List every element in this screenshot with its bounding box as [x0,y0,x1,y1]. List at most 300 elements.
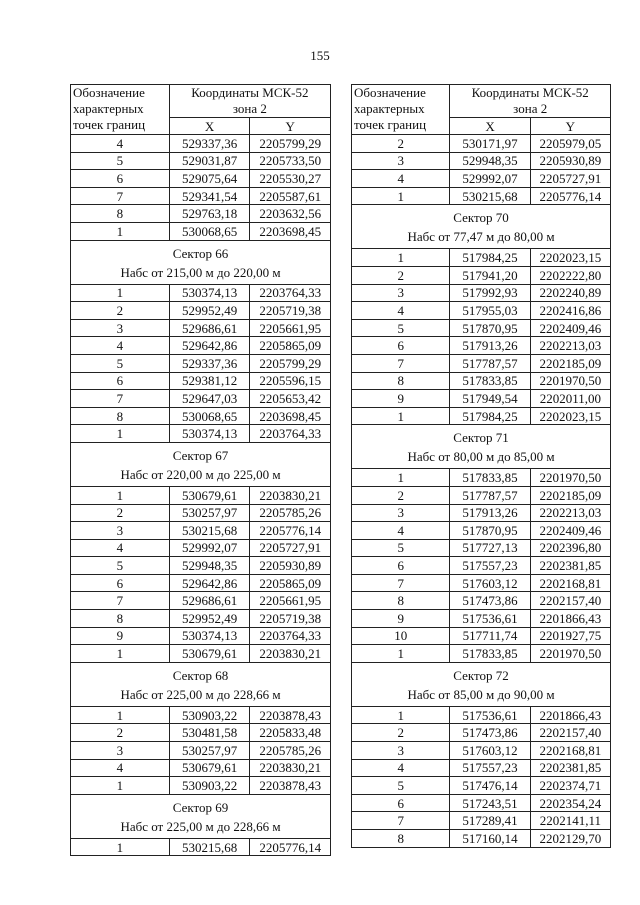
x-coordinate: 529647,03 [169,390,250,408]
y-coordinate: 2205776,14 [530,187,610,205]
point-number: 8 [71,205,170,223]
point-number: 5 [352,319,450,337]
y-coordinate: 2205833,48 [250,724,331,742]
y-coordinate: 2205661,95 [250,592,331,610]
x-coordinate: 529992,07 [450,170,530,188]
x-coordinate: 517536,61 [450,610,530,628]
table-row [71,610,331,628]
point-number: 3 [352,504,450,522]
table-row [71,319,331,337]
sector-row [71,662,331,706]
table-row [352,266,611,284]
y-coordinate: 2202023,15 [530,249,610,267]
point-number: 9 [71,627,170,645]
table-row [71,557,331,575]
x-coordinate: 529952,49 [169,610,250,628]
y-coordinate: 2205785,26 [250,504,331,522]
table-row [352,319,611,337]
table-row [352,610,611,628]
x-coordinate: 517787,57 [450,354,530,372]
point-number: 10 [352,627,450,645]
right-table-body [352,135,611,848]
point-number: 7 [352,574,450,592]
x-coordinate: 517992,93 [450,284,530,302]
x-coordinate: 530257,97 [169,504,250,522]
y-coordinate: 2205587,61 [250,187,331,205]
header-line: Координаты МСК-52 [191,85,309,100]
table-row [352,742,611,760]
x-coordinate: 529075,64 [169,170,250,188]
y-coordinate: 2201970,50 [530,469,610,487]
table-row [352,284,611,302]
point-number: 1 [71,838,170,856]
point-number: 8 [71,610,170,628]
x-coordinate: 517473,86 [450,724,530,742]
sector-heading [71,442,331,486]
y-coordinate: 2205596,15 [250,372,331,390]
x-coordinate: 530374,13 [169,627,250,645]
y-coordinate: 2201866,43 [530,706,610,724]
x-coordinate: 530171,97 [450,135,530,153]
table-row [352,724,611,742]
point-designation-header [71,85,170,135]
point-number: 9 [352,390,450,408]
point-number: 6 [71,170,170,188]
x-coordinate: 530679,61 [169,759,250,777]
x-coordinate: 529948,35 [169,557,250,575]
y-coordinate: 2202185,09 [530,486,610,504]
y-coordinate: 2205799,29 [250,135,331,153]
y-coordinate: 2203830,21 [250,486,331,504]
left-table-body [71,135,331,856]
table-row [352,469,611,487]
table-row [71,706,331,724]
table-row [352,812,611,830]
x-coordinate: 517557,23 [450,557,530,575]
point-number: 8 [352,372,450,390]
point-number: 1 [352,706,450,724]
x-header: X [450,118,530,135]
x-coordinate: 529992,07 [169,539,250,557]
table-row [352,645,611,663]
point-number: 3 [352,284,450,302]
point-number: 1 [352,187,450,205]
header-line: Обозначение [73,85,145,100]
x-coordinate: 517833,85 [450,469,530,487]
y-coordinate: 2202168,81 [530,574,610,592]
point-number: 3 [71,742,170,760]
sector-title: Сектор 72 [453,667,509,683]
y-coordinate: 2201970,50 [530,372,610,390]
y-coordinate: 2202381,85 [530,759,610,777]
table-row [352,539,611,557]
sector-heading [71,794,331,838]
table-row [352,407,611,425]
point-number: 1 [352,407,450,425]
header-line: зона 2 [232,101,267,116]
x-coordinate: 530068,65 [169,407,250,425]
table-row [71,390,331,408]
point-number: 7 [71,592,170,610]
right-table-header [352,85,611,135]
x-coordinate: 530903,22 [169,777,250,795]
point-number: 7 [71,187,170,205]
table-row [71,372,331,390]
x-coordinate: 529642,86 [169,337,250,355]
x-header: X [169,118,250,135]
table-row [352,830,611,848]
table-row [352,627,611,645]
y-coordinate: 2205865,09 [250,337,331,355]
point-number: 3 [71,522,170,540]
sector-height-range: Набс от 85,00 м до 90,00 м [407,686,555,702]
sector-height-range: Набс от 225,00 м до 228,66 м [120,686,281,702]
point-number: 1 [71,284,170,302]
point-number: 1 [352,645,450,663]
y-coordinate: 2203878,43 [250,777,331,795]
x-coordinate: 529642,86 [169,574,250,592]
point-number: 9 [352,610,450,628]
x-coordinate: 517949,54 [450,390,530,408]
x-coordinate: 529031,87 [169,152,250,170]
table-row [71,425,331,443]
y-coordinate: 2202240,89 [530,284,610,302]
point-number: 4 [352,170,450,188]
point-number: 1 [71,777,170,795]
point-number: 3 [71,319,170,337]
x-coordinate: 517870,95 [450,319,530,337]
sector-row [352,425,611,469]
y-coordinate: 2202354,24 [530,794,610,812]
point-number: 6 [352,337,450,355]
table-row [71,222,331,240]
header-line: точек границ [73,117,146,132]
table-row [352,522,611,540]
sector-row [71,240,331,284]
table-row [352,390,611,408]
x-coordinate: 529763,18 [169,205,250,223]
point-number: 3 [352,152,450,170]
table-row [71,838,331,856]
point-number: 4 [352,522,450,540]
point-number: 1 [352,249,450,267]
table-row [71,187,331,205]
y-coordinate: 2202396,80 [530,539,610,557]
y-coordinate: 2205530,27 [250,170,331,188]
y-coordinate: 2202157,40 [530,724,610,742]
y-coordinate: 2205653,42 [250,390,331,408]
x-coordinate: 517833,85 [450,645,530,663]
x-coordinate: 517557,23 [450,759,530,777]
point-number: 4 [71,759,170,777]
x-coordinate: 517727,13 [450,539,530,557]
x-coordinate: 530215,68 [169,522,250,540]
table-row [71,539,331,557]
header-line: зона 2 [513,101,548,116]
x-coordinate: 530215,68 [169,838,250,856]
x-coordinate: 530481,58 [169,724,250,742]
x-coordinate: 530068,65 [169,222,250,240]
x-coordinate: 530374,13 [169,425,250,443]
y-coordinate: 2205727,91 [530,170,610,188]
x-coordinate: 517289,41 [450,812,530,830]
sector-row [352,662,611,706]
sector-title: Сектор 70 [453,210,509,226]
point-designation-header [352,85,450,135]
y-coordinate: 2203764,33 [250,284,331,302]
point-number: 5 [71,557,170,575]
table-row [352,504,611,522]
y-coordinate: 2202409,46 [530,522,610,540]
point-number: 2 [71,302,170,320]
sector-heading [352,662,611,706]
point-number: 2 [352,724,450,742]
table-row [71,354,331,372]
table-row [71,205,331,223]
x-coordinate: 529341,54 [169,187,250,205]
point-number: 5 [352,539,450,557]
point-number: 1 [71,425,170,443]
x-coordinate: 517711,74 [450,627,530,645]
x-coordinate: 517476,14 [450,777,530,795]
table-row [71,759,331,777]
y-coordinate: 2203830,21 [250,645,331,663]
x-coordinate: 530374,13 [169,284,250,302]
point-number: 7 [352,812,450,830]
x-coordinate: 529337,36 [169,135,250,153]
point-number: 5 [352,777,450,795]
right-coordinates-table [351,84,611,848]
sector-height-range: Набс от 77,47 м до 80,00 м [407,229,555,245]
y-coordinate: 2202409,46 [530,319,610,337]
x-coordinate: 530257,97 [169,742,250,760]
x-coordinate: 517913,26 [450,337,530,355]
point-number: 1 [71,706,170,724]
point-number: 2 [352,135,450,153]
header-line: точек границ [354,117,427,132]
x-coordinate: 517984,25 [450,407,530,425]
left-coordinates-column [70,84,331,856]
point-number: 8 [352,592,450,610]
sector-row [71,794,331,838]
y-coordinate: 2202129,70 [530,830,610,848]
x-coordinate: 529337,36 [169,354,250,372]
table-row [71,135,331,153]
point-number: 8 [352,830,450,848]
x-coordinate: 517984,25 [450,249,530,267]
x-coordinate: 529952,49 [169,302,250,320]
x-coordinate: 529948,35 [450,152,530,170]
sector-heading [71,662,331,706]
x-coordinate: 530903,22 [169,706,250,724]
sector-height-range: Набс от 215,00 м до 220,00 м [120,264,281,280]
sector-height-range: Набс от 80,00 м до 85,00 м [407,449,555,465]
point-number: 8 [71,407,170,425]
y-coordinate: 2203764,33 [250,425,331,443]
sector-title: Сектор 71 [453,430,509,446]
y-coordinate: 2201970,50 [530,645,610,663]
header-line: Координаты МСК-52 [471,85,589,100]
y-coordinate: 2202157,40 [530,592,610,610]
y-coordinate: 2205930,89 [530,152,610,170]
table-row [71,170,331,188]
sector-title: Сектор 67 [172,447,229,463]
left-coordinates-table [70,84,331,856]
point-number: 5 [71,152,170,170]
point-number: 1 [352,469,450,487]
table-row [352,354,611,372]
table-row [352,574,611,592]
table-row [352,170,611,188]
y-coordinate: 2202141,11 [530,812,610,830]
table-row [71,742,331,760]
point-number: 4 [352,759,450,777]
point-number: 3 [352,742,450,760]
y-coordinate: 2203878,43 [250,706,331,724]
x-coordinate: 529381,12 [169,372,250,390]
point-number: 4 [352,302,450,320]
y-coordinate: 2201866,43 [530,610,610,628]
y-coordinate: 2203698,45 [250,222,331,240]
sector-height-range: Набс от 220,00 м до 225,00 м [120,466,281,482]
table-row [71,504,331,522]
table-row [71,574,331,592]
y-coordinate: 2202213,03 [530,504,610,522]
header-line: Обозначение [354,85,426,100]
y-coordinate: 2201927,75 [530,627,610,645]
coordinates-header [169,85,330,118]
sector-title: Сектор 66 [172,245,229,261]
table-row [71,407,331,425]
table-row [352,249,611,267]
table-row [352,486,611,504]
y-coordinate: 2205719,38 [250,302,331,320]
table-row [352,706,611,724]
sector-heading [352,205,611,249]
table-row [71,302,331,320]
x-coordinate: 517160,14 [450,830,530,848]
header-line: характерных [73,101,144,116]
y-coordinate: 2202011,00 [530,390,610,408]
table-row [71,645,331,663]
point-number: 1 [71,486,170,504]
table-row [71,627,331,645]
table-row [71,284,331,302]
x-coordinate: 517473,86 [450,592,530,610]
point-number: 6 [352,794,450,812]
point-number: 2 [71,724,170,742]
y-coordinate: 2205719,38 [250,610,331,628]
x-coordinate: 529686,61 [169,319,250,337]
y-coordinate: 2202185,09 [530,354,610,372]
point-number: 7 [71,390,170,408]
point-number: 4 [71,539,170,557]
y-coordinate: 2205785,26 [250,742,331,760]
x-coordinate: 517787,57 [450,486,530,504]
x-coordinate: 517603,12 [450,742,530,760]
left-table-header [71,85,331,135]
y-coordinate: 2205930,89 [250,557,331,575]
table-row [71,486,331,504]
y-coordinate: 2205865,09 [250,574,331,592]
x-coordinate: 517941,20 [450,266,530,284]
point-number: 6 [71,574,170,592]
y-coordinate: 2202168,81 [530,742,610,760]
point-number: 5 [71,354,170,372]
sector-title: Сектор 69 [172,799,229,815]
point-number: 6 [71,372,170,390]
header-line: характерных [354,101,425,116]
coordinates-header [450,85,611,118]
table-row [352,557,611,575]
y-header: Y [250,118,331,135]
y-coordinate: 2205776,14 [250,838,331,856]
x-coordinate: 517870,95 [450,522,530,540]
x-coordinate: 529686,61 [169,592,250,610]
point-number: 2 [352,486,450,504]
sector-title: Сектор 68 [172,667,229,683]
table-row [352,794,611,812]
y-header: Y [530,118,610,135]
point-number: 4 [71,135,170,153]
y-coordinate: 2202381,85 [530,557,610,575]
table-row [71,777,331,795]
y-coordinate: 2202374,71 [530,777,610,795]
point-number: 6 [352,557,450,575]
point-number: 7 [352,354,450,372]
table-row [71,337,331,355]
y-coordinate: 2202222,80 [530,266,610,284]
table-row [352,302,611,320]
table-row [352,777,611,795]
y-coordinate: 2203632,56 [250,205,331,223]
x-coordinate: 530215,68 [450,187,530,205]
right-coordinates-column [351,84,611,848]
x-coordinate: 517913,26 [450,504,530,522]
point-number: 4 [71,337,170,355]
page-number: 155 [310,48,330,63]
table-row [71,592,331,610]
y-coordinate: 2202416,86 [530,302,610,320]
point-number: 1 [71,645,170,663]
table-row [352,592,611,610]
y-coordinate: 2202213,03 [530,337,610,355]
table-row [352,372,611,390]
y-coordinate: 2202023,15 [530,407,610,425]
table-row [352,187,611,205]
x-coordinate: 517536,61 [450,706,530,724]
x-coordinate: 517603,12 [450,574,530,592]
table-row [71,522,331,540]
table-row [71,724,331,742]
y-coordinate: 2205661,95 [250,319,331,337]
sector-row [352,205,611,249]
point-number: 1 [71,222,170,240]
y-coordinate: 2205727,91 [250,539,331,557]
y-coordinate: 2203764,33 [250,627,331,645]
sector-row [71,442,331,486]
table-row [352,152,611,170]
sector-heading [352,425,611,469]
point-number: 2 [352,266,450,284]
x-coordinate: 517955,03 [450,302,530,320]
sector-heading [71,240,331,284]
x-coordinate: 517243,51 [450,794,530,812]
point-number: 2 [71,504,170,522]
x-coordinate: 530679,61 [169,486,250,504]
y-coordinate: 2203698,45 [250,407,331,425]
table-row [352,337,611,355]
